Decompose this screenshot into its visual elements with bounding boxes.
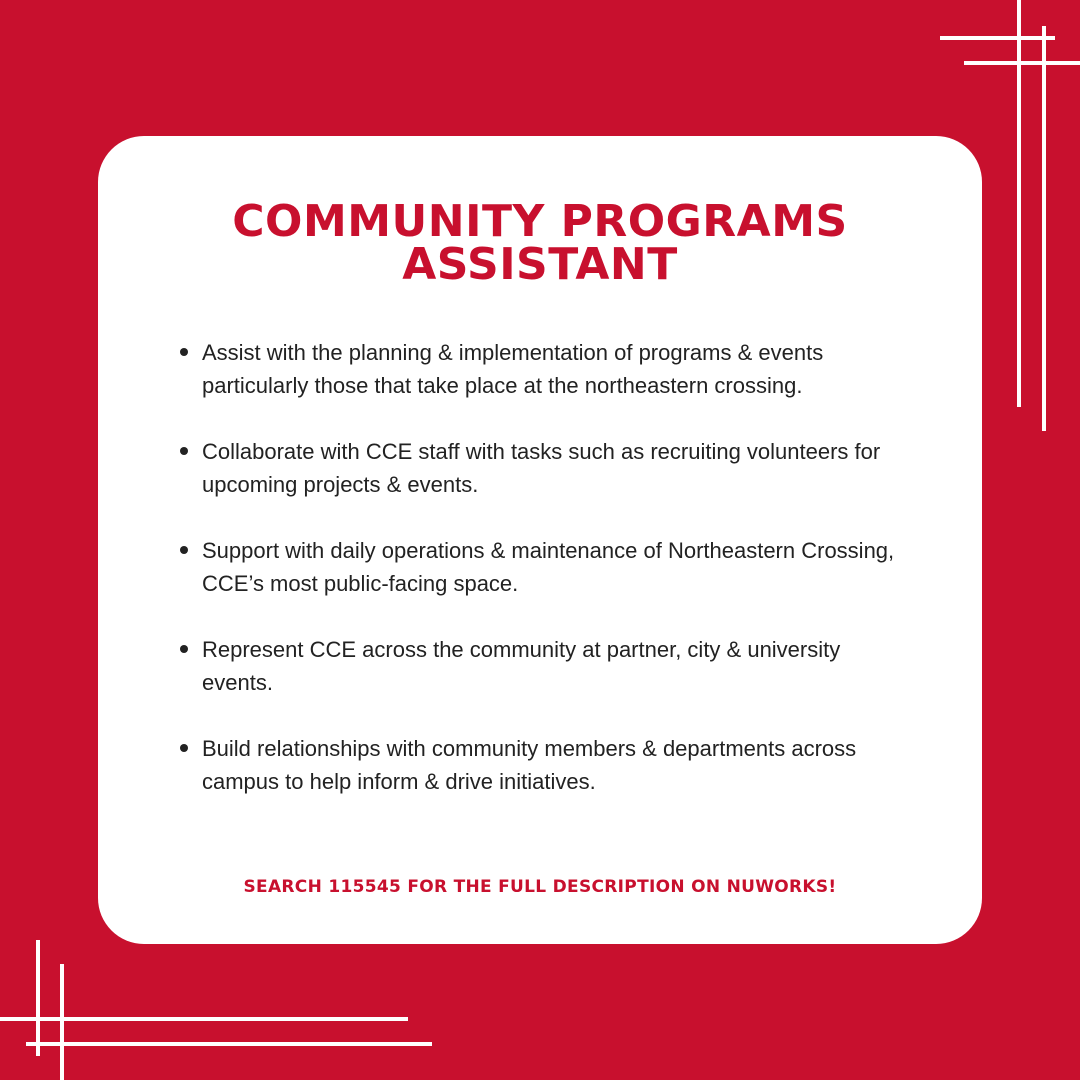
bullet-icon <box>180 348 188 356</box>
list-item <box>180 435 900 501</box>
list-item <box>180 534 900 600</box>
list-item-text: Represent CCE across the community at partner, city & university events. <box>202 637 841 695</box>
decorative-line <box>964 61 1080 65</box>
list-item <box>180 732 900 798</box>
decorative-line <box>36 940 40 1056</box>
list-item-text: Assist with the planning & implementation of programs & events particularly those that take place at the northeastern crossing. <box>202 340 824 398</box>
decorative-line <box>0 1017 408 1021</box>
responsibilities-list <box>180 336 900 831</box>
title-line-2: ASSISTANT <box>402 239 678 290</box>
decorative-line <box>1017 0 1021 407</box>
list-item-text: Build relationships with community members & departments across campus to help inform & drive initiatives. <box>202 736 857 794</box>
list-item-text: Support with daily operations & maintenance of Northeastern Crossing, CCE’s most public-facing space. <box>202 538 895 596</box>
list-item-text: Collaborate with CCE staff with tasks such as recruiting volunteers for upcoming projects & events. <box>202 439 881 497</box>
content-card <box>98 136 982 944</box>
bullet-icon <box>180 546 188 554</box>
bullet-icon <box>180 645 188 653</box>
list-item <box>180 336 900 402</box>
list-item <box>180 633 900 699</box>
decorative-line <box>940 36 1055 40</box>
title-line-1: COMMUNITY PROGRAMS <box>232 196 848 247</box>
page-title <box>98 196 982 290</box>
decorative-line <box>26 1042 432 1046</box>
bullet-icon <box>180 447 188 455</box>
decorative-line <box>60 964 64 1080</box>
decorative-line <box>1042 26 1046 431</box>
bullet-icon <box>180 744 188 752</box>
footer-call-to-action: SEARCH 115545 FOR THE FULL DESCRIPTION ON NUWORKS! <box>243 877 837 897</box>
